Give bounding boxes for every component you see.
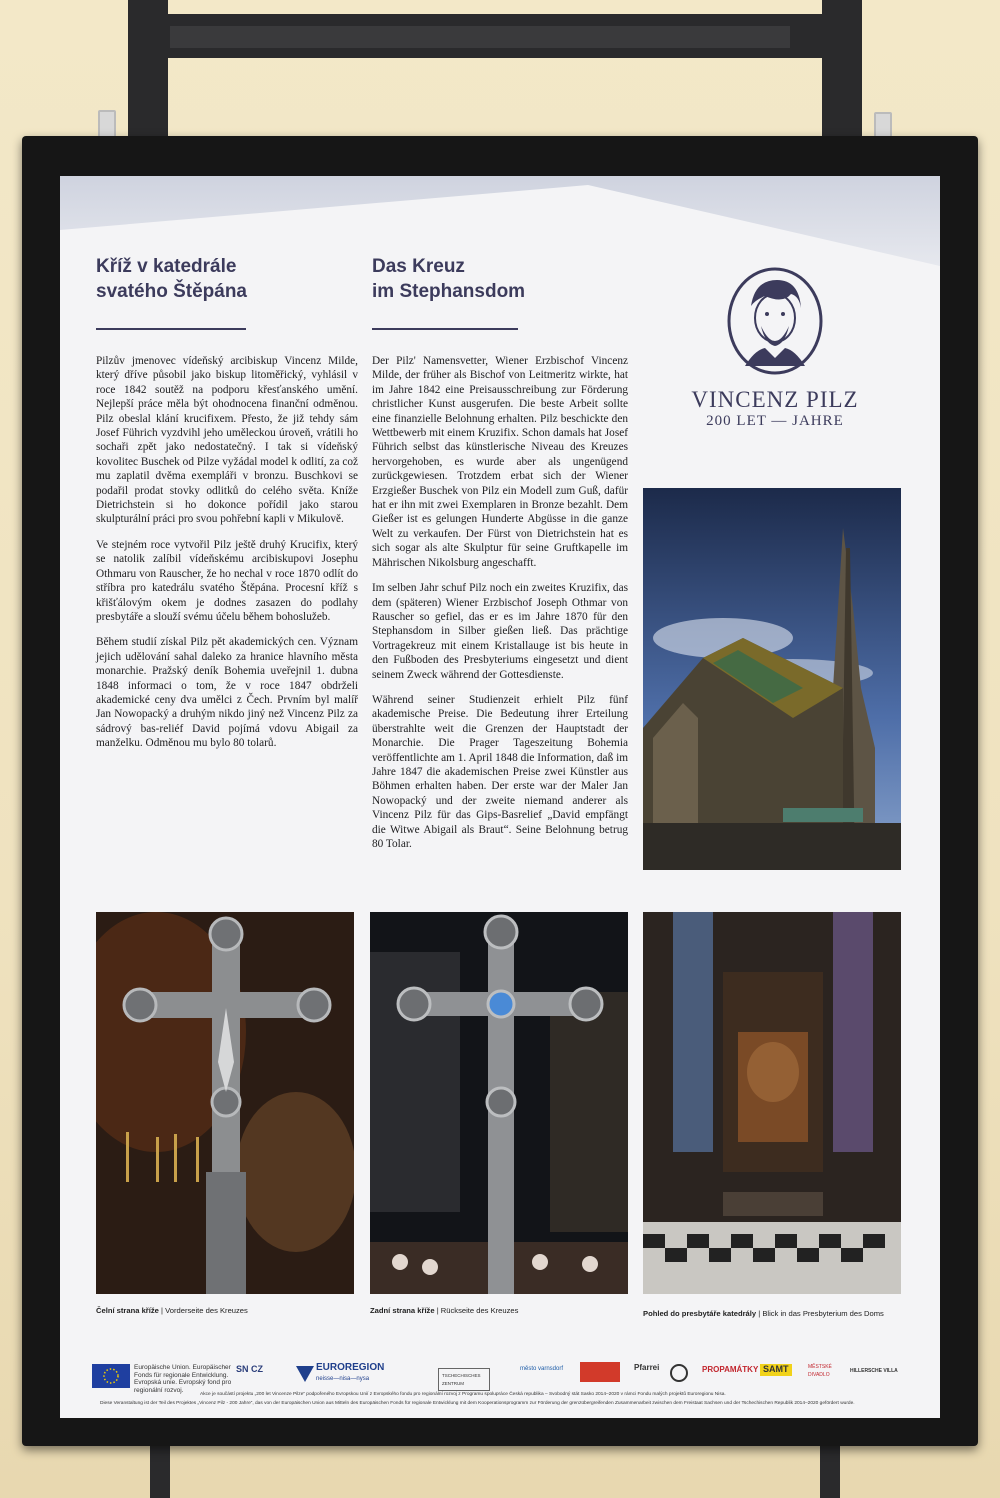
presbytery-photo [643, 912, 901, 1294]
display-stand-inner-bar [170, 26, 790, 48]
footer-funding-note-de: Diese Veranstaltung ist der Teil des Projektes „Vincenz Pilz - 200 Jahre“, das von der Europäischen Union aus Mitteln des Europäischen Fonds für regionale Entwicklung mit dem Kooperationsprogramm zur Förderung der grenzübergreifenden Zusammenarbeit zwischen dem Freistaat Sachsen und der Tschechischen Republik 2014–2020 gefördert wurde. [100, 1401, 855, 1406]
german-paragraph-1: Der Pilz' Namensvetter, Wiener Erzbischof Vincenz Milde, der früher als Bischof von Leitmeritz wirkte, hat im Jahre 1842 eine Preisausschreibung zur Förderung christlicher Kunst ausgerufen. Die beste Arbeit sollte eine finanzielle Belohnung erhalten. Pilz beschickte den Wettbewerb mit einem Kruzifix. Schon damals hat Josef Führich selbst das künstlerische Niveau des Kreuzes hervorgehoben, es wurde aber als ungenügend zurückgewiesen. Trotzdem erbat sich der Wiener Erzgießer Buschek von Pilz ein Modell zum Guß, dafür hat er ihn mit zwei Exemplaren in Bronze bezahlt. Dem Gießer ist es gelungen Hunderte Abgüsse in die ganze Welt zu verkaufen. Der Fürst von Dietrichstein hat es sich sogar als alte Skulptur für seine Gruftkapelle im Mährischen Nikolsburg angeschafft. [372, 355, 628, 569]
logo-subtitle: 200 LET — JAHRE [706, 413, 844, 429]
partner-round-logo-icon [670, 1364, 688, 1382]
vincenz-pilz-logo [680, 266, 870, 446]
german-paragraph-3: Während seiner Studienzeit erhielt Pilz fünf akademische Preise. Die Bedeutung ihrer Erteilung überstrahlte weit die Grenzen der Hauptstadt der Monarchie. Die Prager Tageszeitung Bohemia veröffentlichte am 1. April 1848 die Information, daß im Jahre 1847 die akademischen Preise zwei Künstler aus Böhmen erhalten haben. Der erste war der Maler Jan Nowopacký und der zweite niemand anderer als Vincenz Pilz für das Gips-Basrelief „David empfängt die Witwe Abigail als Braut“. Seine Belohnung betrug 80 Tolar. [372, 693, 628, 850]
footer-funding-note-cz: Akce je součástí projektu „200 let Vincenze Pilze“ podpořeného Evropskou Unií z Evropského fondu pro regionální rozvoj z Programu spolupráce Česká republika – Svobodný stát Sasko 2014–2020 v rámci Fondu malých projektů Euroregionu Nisa. [200, 1392, 726, 1397]
sponsor-footer [60, 1348, 940, 1418]
czech-text [96, 354, 358, 762]
german-title: Das Kreuz im Stephansdom [372, 256, 526, 302]
caption-presbytery [643, 1309, 884, 1318]
partner-logo-hillersche: HILLERSCHE VILLA [850, 1368, 898, 1374]
czech-title-rule [96, 328, 246, 330]
german-title-rule [372, 328, 518, 330]
caption-separator: | [756, 1309, 763, 1318]
caption-separator: | [158, 1306, 166, 1315]
partner-logo-propamatky: PROPAMÁTKY [702, 1365, 759, 1374]
cathedral-exterior-photo [643, 488, 901, 870]
display-stand-right-leg [820, 1440, 840, 1498]
display-stand-left-leg [150, 1440, 170, 1498]
cross-back-photo [370, 912, 628, 1294]
logo-name: VINCENZ PILZ [691, 387, 859, 412]
portrait-medallion-icon [725, 266, 825, 376]
poster-header-shading [60, 176, 940, 266]
poster [60, 176, 940, 1418]
partner-logo-samt: SAMT [760, 1364, 792, 1376]
eu-flag-icon [92, 1364, 130, 1388]
caption-separator: | [434, 1306, 441, 1315]
euroregion-name: EUROREGION [316, 1362, 385, 1373]
german-text [372, 354, 628, 862]
caption-cross-back-de: Rückseite des Kreuzes [440, 1306, 519, 1315]
display-stand-right-post [822, 0, 862, 140]
czech-title: Kříž v katedrále svatého Štěpána [96, 256, 247, 302]
euroregion-subtitle: neisse—nisa—nysa [316, 1376, 370, 1382]
czech-paragraph-1: Pilzův jmenovec vídeňský arcibiskup Vincenz Milde, který dříve působil jako biskup litoměřický, vyhlásil v roce 1842 soutěž na podporu křesťanského umění. Nejlepší práce měla být ohodnocena finanční odměnou. Pilz obeslal klání krucifixem. Přesto, že již tehdy sám Josef Führich vyzdvihl jeho uměleckou úroveň, vrátili ho sochaři zpět jako nedostatečný. I tak si vídeňský kovolitec Buschek od Pilze vyžádal model k odlití, za což mu zaplatil dvěma exempláři v bronzu. Buschkovi se podařil prodat stovky odlitků do celého světa. Kníže Dietrichstein si ho dokonce pořídil jako starou skulpturální práci pro svou pohřební kapli v Mikulově. [96, 355, 358, 526]
german-paragraph-2: Im selben Jahr schuf Pilz noch ein zweites Kruzifix, das dem (späteren) Wiener Erzbischof Joseph Othmar von Rauscher so gefiel, das er es im Jahre 1870 für den Stephansdom in Silber gießen ließ. Das prächtige Vortragekreuz mit einem Kristallauge ist bis heute in den Fußboden des Presbyteriums eingesetzt und dient seinem Zweck während der Gottesdienste. [372, 582, 628, 681]
eu-fund-text: Europäische Union. Europäischer Fonds für regionale Entwicklung. Evropská unie. Evropský fond pro regionální rozvoj. [134, 1364, 232, 1394]
partner-logo-2: město varnsdorf [520, 1366, 564, 1372]
partner-logo-3: Pfarrei [634, 1363, 660, 1372]
caption-cross-front-cz: Čelní strana kříže [96, 1306, 159, 1315]
caption-presbytery-de: Blick in das Presbyterium des Doms [762, 1309, 884, 1318]
czech-paragraph-3: Během studií získal Pilz pět akademických cen. Význam jejich udělování sahal daleko za hranice hlavního města monarchie. Pražský deník Bohemia uveřejnil 1. dubna 1848 informaci o tom, že v roce 1847 obdrželi akademické ceny dva umělci z Čech. Prvním byl malíř Jan Nowopacký a druhým nikdo jiný než Vincenz Pilz za sádrový bas-reliéf David pojímá vdovu Abigail za manželku. Odměnou mu bylo 80 tolarů. [96, 636, 358, 750]
caption-cross-back-cz: Zadní strana kříže [370, 1306, 435, 1315]
caption-presbytery-cz: Pohled do presbytáře katedrály [643, 1309, 757, 1318]
caption-cross-back [370, 1306, 518, 1315]
cross-front-photo [96, 912, 354, 1294]
euroregion-logo-icon [296, 1364, 314, 1382]
display-stand-left-post [128, 0, 168, 140]
caption-cross-front [96, 1306, 248, 1315]
czech-paragraph-2: Ve stejném roce vytvořil Pilz ještě druhý Krucifix, který se natolik zalíbil vídeňskému arcibiskupovi Josephu Othmaru von Rauscher, že ho nechal v roce 1870 odlít do stříbra pro katedrálu svatého Štěpána. Procesní kříž s křišťálovým okem je dodnes zasazen do podlahy presbytáře a slouží svému účelu během bohoslužeb. [96, 538, 358, 623]
partner-logo-divadlo: MĚSTSKÉ DIVADLO [808, 1364, 832, 1378]
german-heading-block [372, 254, 632, 304]
czech-heading-block [96, 254, 356, 304]
caption-cross-front-de: Vorderseite des Kreuzes [165, 1306, 248, 1315]
partner-logo-red-icon [580, 1362, 620, 1382]
partner-logo-1: TSCHECHISCHES ZENTRUM [438, 1368, 490, 1391]
sn-cz-logo: SN CZ [236, 1364, 263, 1374]
